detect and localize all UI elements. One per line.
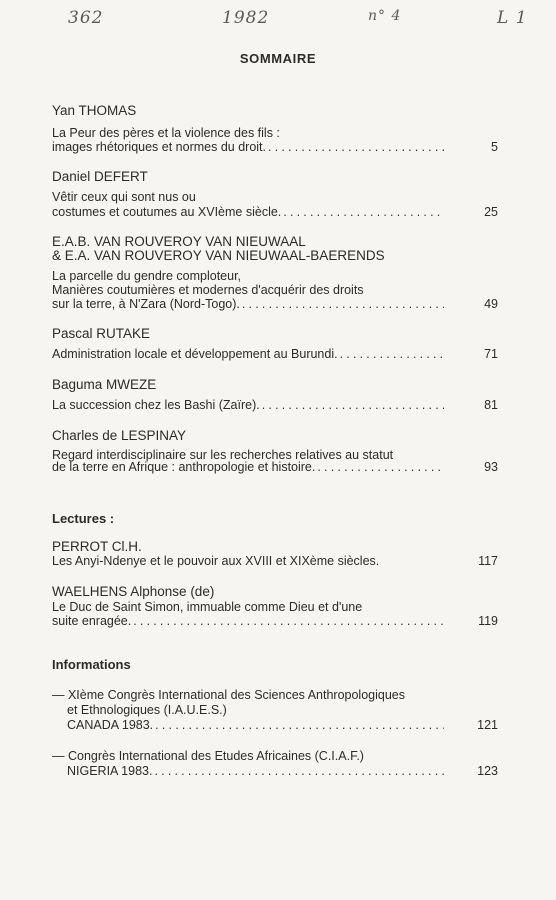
info-title-line: — Congrès International des Etudes Africaines (C.I.A.F.)	[52, 749, 364, 763]
page-number: 119	[478, 614, 498, 628]
article-title-line: Administration locale et développement au Burundi.	[52, 347, 338, 361]
section-heading-informations: Informations	[52, 657, 131, 672]
page-number: 71	[484, 347, 498, 361]
dot-leader	[152, 764, 444, 778]
dot-leader	[240, 297, 444, 311]
toc-row	[67, 718, 498, 734]
toc-row	[52, 347, 498, 363]
page-number: 123	[477, 764, 498, 778]
toc-row	[52, 205, 498, 221]
article-title-line: La succession chez les Bashi (Zaïre).	[52, 398, 260, 412]
page-number: 49	[484, 297, 498, 311]
article-title-line: de la terre en Afrique : anthropologie et histoire.	[52, 460, 316, 474]
toc-row	[52, 297, 498, 313]
article-title-line: sur la terre, à N'Zara (Nord-Togo).	[52, 297, 240, 311]
article-title-line: images rhétoriques et normes du droit.	[52, 140, 266, 154]
info-title-line: NIGERIA 1983.	[67, 764, 153, 778]
info-title-line: et Ethnologiques (I.A.U.E.S.)	[67, 703, 227, 717]
dot-leader	[315, 460, 444, 474]
info-title-line: CANADA 1983.	[67, 718, 154, 732]
author-name: E.A.B. VAN ROUVEROY VAN NIEUWAAL	[52, 234, 306, 249]
handwritten-year: 1982	[222, 8, 270, 28]
author-name: Yan THOMAS	[52, 103, 137, 118]
article-title-line: Vêtir ceux qui sont nus ou	[52, 190, 196, 204]
section-heading-lectures: Lectures :	[52, 511, 115, 526]
dot-leader	[266, 140, 444, 154]
article-title-line: Le Duc de Saint Simon, immuable comme Dieu et d'une	[52, 600, 363, 614]
toc-row	[52, 614, 498, 630]
dot-leader	[281, 205, 444, 219]
page-number: 121	[477, 718, 498, 732]
article-title-line: suite enragée.	[52, 614, 132, 628]
page-number: 25	[484, 205, 498, 219]
article-title-line: Regard interdisciplinaire sur les recherches relatives au statut	[52, 448, 394, 462]
handwritten-mark: L 1	[497, 8, 528, 28]
author-name: Charles de LESPINAY	[52, 428, 187, 443]
author-name: Pascal RUTAKE	[52, 326, 151, 341]
info-title-line: — XIème Congrès International des Sciences Anthropologiques	[52, 688, 405, 702]
dot-leader	[153, 718, 444, 732]
toc-row	[52, 398, 498, 414]
dot-leader	[338, 347, 444, 361]
handwritten-issue: n° 4	[368, 8, 402, 24]
dot-leader	[260, 398, 444, 412]
article-title-line: Les Anyi-Ndenye et le pouvoir aux XVIII et XIXème siècles.	[52, 554, 380, 568]
author-name: WAELHENS Alphonse (de)	[52, 584, 215, 599]
dot-leader	[131, 614, 444, 628]
page-number: 5	[491, 140, 498, 154]
handwritten-number: 362	[68, 8, 104, 28]
page-number: 81	[484, 398, 498, 412]
author-name: PERROT Cl.H.	[52, 539, 142, 554]
toc-row	[67, 764, 498, 780]
article-title-line: costumes et coutumes au XVIème siècle.	[52, 205, 282, 219]
toc-row	[52, 554, 498, 570]
toc-row	[52, 460, 498, 476]
article-title-line: Manières coutumières et modernes d'acquérir des droits	[52, 283, 364, 297]
article-title-line: La Peur des pères et la violence des fils :	[52, 126, 280, 140]
toc-row	[52, 140, 498, 156]
author-name: Baguma MWEZE	[52, 377, 157, 392]
page-number: 117	[478, 554, 498, 568]
author-name: Daniel DEFERT	[52, 169, 148, 184]
article-title-line: La parcelle du gendre comploteur,	[52, 269, 242, 283]
author-name: & E.A. VAN ROUVEROY VAN NIEUWAAL-BAERENDS	[52, 248, 385, 263]
page-title: SOMMAIRE	[239, 51, 317, 66]
page-number: 93	[484, 460, 498, 474]
